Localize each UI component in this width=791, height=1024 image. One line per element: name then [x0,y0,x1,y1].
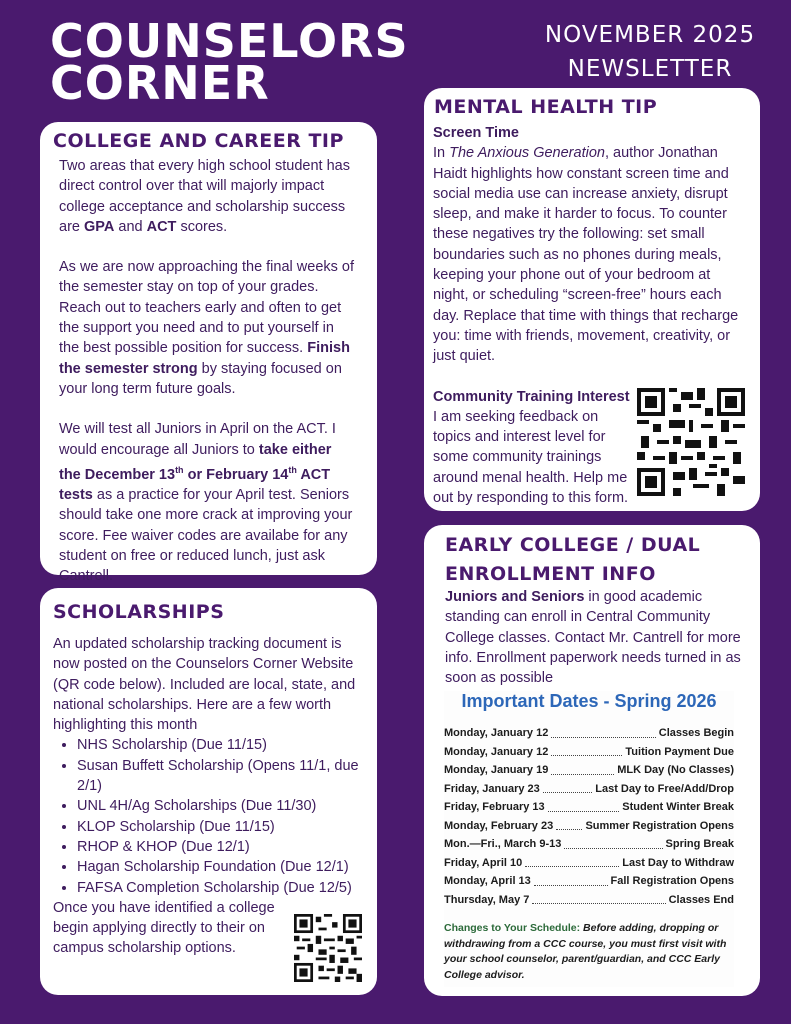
screen-time-subhead: Screen Time [433,125,519,141]
date-row: Monday, January 12 Tuition Payment Due [444,743,734,762]
scholarships-heading: SCHOLARSHIPS [53,601,225,623]
mental-health-card [424,88,760,511]
scholarship-item: • UNL 4H/Ag Scholarships (Due 11/30) [77,796,363,816]
scholarships-intro: An updated scholarship tracking document is now posted on the Counselors Corner Website (QR code below). Included are local, state, and national scholarships. Here are a few worth highlighting this month [53,636,356,734]
community-form-qr-code-icon[interactable] [637,388,745,496]
date-row: Mon.—Fri., March 9-13 Spring Break [444,835,734,854]
issue-month: NOVEMBER 2025 [544,22,756,48]
important-dates-list [444,724,734,909]
scholarship-item: • RHOP & KHOP (Due 12/1) [77,837,363,857]
scholarship-website-qr-code-icon[interactable] [294,914,362,982]
date-row: Monday, January 19 MLK Day (No Classes) [444,761,734,780]
college-career-heading: COLLEGE AND CAREER TIP [53,130,344,152]
issue-type: NEWSLETTER [567,56,733,82]
scholarship-item: • NHS Scholarship (Due 11/15) [77,735,363,755]
important-dates-title: Important Dates - Spring 2026 [461,691,717,711]
scholarship-list [53,735,363,897]
date-row: Friday, January 23 Last Day to Free/Add/Drop [444,780,734,799]
date-row: Thursday, May 7 Classes End [444,891,734,910]
schedule-change-note: Changes to Your Schedule: Before adding, dropping or withdrawing from a CCC course, you must first visit with your school counselor, parent/guardian, and CCC Early College advisor. [444,922,727,981]
date-row: Monday, February 23 Summer Registration Opens [444,817,734,836]
title-line-1: COUNSELORS [50,14,409,68]
date-row: Monday, April 13 Fall Registration Opens [444,872,734,891]
early-college-card [424,525,760,996]
college-career-p3: We will test all Juniors in April on the ACT. I would encourage all Juniors to take either the December 13th or February 14th ACT tests as a practice for your April test. Seniors should take one more crack at improving your score. Fee waiver codes are availabe for any student on free or reduced lunch, just ask Cantrell. [59,421,353,585]
important-dates-graphic [444,691,734,987]
early-college-body: Juniors and Seniors in good academic standing can enroll in Central Community College classes. Contact Mr. Cantrell for more info. Enrollment paperwork needs turned in as soon as possible [445,589,741,687]
community-training-head: Community Training Interest [433,388,630,405]
date-row: Friday, February 13 Student Winter Break [444,798,734,817]
community-training-body: I am seeking feedback on topics and interest level for some community trainings around menal health. Help me out by responding to this form. [433,408,629,507]
scholarship-item: • Susan Buffett Scholarship (Opens 11/1, due 2/1) [77,756,363,797]
scholarship-item: • Hagan Scholarship Foundation (Due 12/1) [77,857,363,877]
college-career-card [40,122,377,585]
early-college-heading: EARLY COLLEGE / DUAL ENROLLMENT INFO [445,534,701,585]
scholarship-item: • FAFSA Completion Scholarship (Due 12/5) [77,878,363,898]
mental-health-body: In The Anxious Generation, author Jonathan Haidt highlights how constant screen time and social media use can increase anxiety, disrupt sleep, and make it harder to focus. To counter these negatives try the following: set small boundaries such as no phones during meals, keeping your phone out of your bedroom at night, or scheduling “screen-free” hours each day. Replace that time with things that recharge you: time with friends, movement, creativity, or just quiet. [433,145,739,365]
scholarship-item: • KLOP Scholarship (Due 11/15) [77,817,363,837]
scholarships-outro: Once you have identified a college begin applying directly to their on campus scholarship options. [53,899,275,957]
newsletter-title [50,14,409,110]
issue-label [520,18,780,86]
college-career-p2: As we are now approaching the final weeks of the semester stay on top of your grades. Reach out to teachers early and often to get the support you need and to put yourself in the best possible position for success. Finish the semester strong by staying focused on your long term future goals. [59,259,355,397]
scholarships-card [40,588,377,995]
title-line-2: CORNER [50,56,270,110]
date-row: Friday, April 10 Last Day to Withdraw [444,854,734,873]
college-career-p1: Two areas that every high school student has direct control over that will majorly impact college acceptance and scholarship success are GPA and ACT scores. [59,158,350,235]
date-row: Monday, January 12 Classes Begin [444,724,734,743]
mental-health-heading: MENTAL HEALTH TIP [434,96,658,118]
